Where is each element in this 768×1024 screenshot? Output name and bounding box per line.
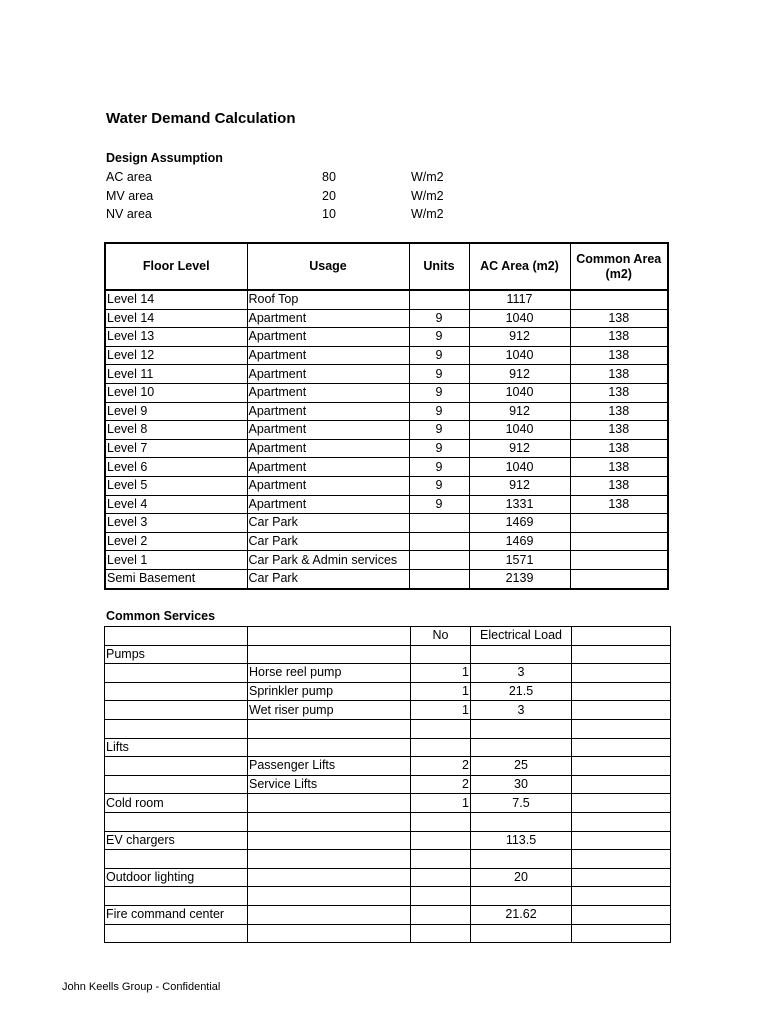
ac-area-cell: 912 bbox=[469, 476, 570, 495]
service-extra-cell bbox=[572, 812, 671, 831]
units-cell bbox=[409, 569, 469, 588]
service-extra-cell bbox=[572, 682, 671, 701]
service-item-cell bbox=[248, 645, 411, 664]
ac-area-cell: 1040 bbox=[469, 346, 570, 365]
floor-level-cell: Level 3 bbox=[105, 514, 247, 533]
service-category-cell bbox=[105, 924, 248, 943]
service-category-cell: EV chargers bbox=[105, 831, 248, 850]
table-row bbox=[105, 495, 668, 514]
ac-area-cell: 2139 bbox=[469, 569, 570, 588]
common-area-cell: 138 bbox=[570, 495, 668, 514]
service-extra-cell bbox=[572, 627, 671, 646]
service-item-cell: Sprinkler pump bbox=[248, 682, 411, 701]
usage-cell: Apartment bbox=[247, 421, 409, 440]
usage-cell: Apartment bbox=[247, 365, 409, 384]
table-row bbox=[105, 290, 668, 309]
units-cell bbox=[409, 551, 469, 570]
service-category-cell bbox=[105, 664, 248, 683]
units-cell: 9 bbox=[409, 458, 469, 477]
table-row bbox=[105, 365, 668, 384]
units-cell bbox=[409, 532, 469, 551]
common-services-table bbox=[104, 626, 671, 943]
table-row bbox=[105, 346, 668, 365]
service-category-cell: Pumps bbox=[105, 645, 248, 664]
service-extra-cell bbox=[572, 775, 671, 794]
ac-area-cell: 1040 bbox=[469, 421, 570, 440]
electrical-load-cell bbox=[471, 924, 572, 943]
table-row bbox=[105, 887, 671, 906]
service-category-cell: Fire command center bbox=[105, 905, 248, 924]
common-services-heading: Common Services bbox=[106, 609, 216, 623]
electrical-load-cell: Electrical Load bbox=[471, 627, 572, 646]
service-item-cell bbox=[248, 627, 411, 646]
floor-level-cell: Level 8 bbox=[105, 421, 247, 440]
floor-level-cell: Level 6 bbox=[105, 458, 247, 477]
service-extra-cell bbox=[572, 738, 671, 757]
electrical-load-cell: 3 bbox=[471, 664, 572, 683]
table-row bbox=[105, 719, 671, 738]
usage-cell: Apartment bbox=[247, 346, 409, 365]
service-extra-cell bbox=[572, 757, 671, 776]
service-count-cell: 2 bbox=[411, 775, 471, 794]
common-area-cell bbox=[570, 569, 668, 588]
floor-level-cell: Level 13 bbox=[105, 328, 247, 347]
usage-cell: Apartment bbox=[247, 402, 409, 421]
assumption-unit: W/m2 bbox=[411, 170, 444, 184]
ac-area-cell: 912 bbox=[469, 402, 570, 421]
footer-confidential: John Keells Group - Confidential bbox=[62, 981, 221, 993]
service-count-cell: 2 bbox=[411, 757, 471, 776]
common-area-cell: 138 bbox=[570, 365, 668, 384]
service-item-cell bbox=[248, 738, 411, 757]
table-row bbox=[105, 402, 668, 421]
units-cell: 9 bbox=[409, 328, 469, 347]
table-row bbox=[105, 645, 671, 664]
floor-level-cell: Level 5 bbox=[105, 476, 247, 495]
service-category-cell bbox=[105, 682, 248, 701]
table-row bbox=[105, 664, 671, 683]
electrical-load-cell bbox=[471, 645, 572, 664]
ac-area-cell: 912 bbox=[469, 439, 570, 458]
floor-level-cell: Level 9 bbox=[105, 402, 247, 421]
floor-level-cell: Level 1 bbox=[105, 551, 247, 570]
header-common-area: Common Area (m2) bbox=[570, 243, 668, 290]
units-cell: 9 bbox=[409, 495, 469, 514]
assumption-value: 10 bbox=[322, 207, 336, 221]
usage-cell: Car Park bbox=[247, 532, 409, 551]
service-count-cell bbox=[411, 831, 471, 850]
floor-level-cell: Level 4 bbox=[105, 495, 247, 514]
common-area-cell: 138 bbox=[570, 421, 668, 440]
table-row bbox=[105, 757, 671, 776]
units-cell: 9 bbox=[409, 365, 469, 384]
table-row bbox=[105, 532, 668, 551]
floor-table bbox=[104, 242, 669, 590]
service-extra-cell bbox=[572, 701, 671, 720]
table-row bbox=[105, 458, 668, 477]
service-category-cell bbox=[105, 701, 248, 720]
service-count-cell: 1 bbox=[411, 701, 471, 720]
service-item-cell bbox=[248, 812, 411, 831]
design-assumption-heading: Design Assumption bbox=[106, 151, 223, 165]
service-category-cell: Cold room bbox=[105, 794, 248, 813]
units-cell: 9 bbox=[409, 309, 469, 328]
table-row bbox=[105, 439, 668, 458]
common-area-cell bbox=[570, 532, 668, 551]
service-item-cell bbox=[248, 719, 411, 738]
service-count-cell: No bbox=[411, 627, 471, 646]
assumption-unit: W/m2 bbox=[411, 189, 444, 203]
service-item-cell bbox=[248, 794, 411, 813]
service-count-cell bbox=[411, 719, 471, 738]
usage-cell: Apartment bbox=[247, 495, 409, 514]
table-row bbox=[105, 309, 668, 328]
usage-cell: Apartment bbox=[247, 439, 409, 458]
table-row bbox=[105, 551, 668, 570]
electrical-load-cell: 21.62 bbox=[471, 905, 572, 924]
common-area-cell: 138 bbox=[570, 383, 668, 402]
table-row bbox=[105, 850, 671, 869]
table-row bbox=[105, 812, 671, 831]
service-extra-cell bbox=[572, 868, 671, 887]
service-item-cell: Wet riser pump bbox=[248, 701, 411, 720]
table-row bbox=[105, 701, 671, 720]
service-item-cell: Passenger Lifts bbox=[248, 757, 411, 776]
electrical-load-cell bbox=[471, 738, 572, 757]
header-floor-level: Floor Level bbox=[105, 243, 247, 290]
units-cell: 9 bbox=[409, 383, 469, 402]
table-row bbox=[105, 476, 668, 495]
electrical-load-cell bbox=[471, 719, 572, 738]
service-category-cell bbox=[105, 775, 248, 794]
table-row bbox=[105, 794, 671, 813]
floor-level-cell: Level 14 bbox=[105, 290, 247, 309]
table-row bbox=[105, 328, 668, 347]
service-count-cell bbox=[411, 645, 471, 664]
service-count-cell bbox=[411, 905, 471, 924]
service-extra-cell bbox=[572, 645, 671, 664]
common-area-cell: 138 bbox=[570, 309, 668, 328]
electrical-load-cell bbox=[471, 850, 572, 869]
assumption-unit: W/m2 bbox=[411, 207, 444, 221]
common-area-cell bbox=[570, 290, 668, 309]
service-extra-cell bbox=[572, 831, 671, 850]
header-usage: Usage bbox=[247, 243, 409, 290]
common-area-cell: 138 bbox=[570, 346, 668, 365]
service-extra-cell bbox=[572, 850, 671, 869]
units-cell: 9 bbox=[409, 402, 469, 421]
service-extra-cell bbox=[572, 664, 671, 683]
service-item-cell bbox=[248, 850, 411, 869]
service-item-cell bbox=[248, 905, 411, 924]
floor-level-cell: Level 10 bbox=[105, 383, 247, 402]
table-row bbox=[105, 775, 671, 794]
usage-cell: Car Park bbox=[247, 569, 409, 588]
floor-level-cell: Semi Basement bbox=[105, 569, 247, 588]
floor-level-cell: Level 12 bbox=[105, 346, 247, 365]
common-area-cell: 138 bbox=[570, 458, 668, 477]
service-count-cell bbox=[411, 738, 471, 757]
common-area-cell bbox=[570, 551, 668, 570]
assumption-label: NV area bbox=[106, 207, 152, 221]
usage-cell: Car Park & Admin services bbox=[247, 551, 409, 570]
floor-level-cell: Level 11 bbox=[105, 365, 247, 384]
service-item-cell bbox=[248, 924, 411, 943]
electrical-load-cell bbox=[471, 887, 572, 906]
ac-area-cell: 1040 bbox=[469, 458, 570, 477]
service-count-cell bbox=[411, 850, 471, 869]
ac-area-cell: 1331 bbox=[469, 495, 570, 514]
usage-cell: Car Park bbox=[247, 514, 409, 533]
units-cell bbox=[409, 290, 469, 309]
table-row bbox=[105, 924, 671, 943]
service-category-cell bbox=[105, 757, 248, 776]
usage-cell: Apartment bbox=[247, 476, 409, 495]
header-units: Units bbox=[409, 243, 469, 290]
units-cell: 9 bbox=[409, 421, 469, 440]
electrical-load-cell: 20 bbox=[471, 868, 572, 887]
floor-level-cell: Level 14 bbox=[105, 309, 247, 328]
service-extra-cell bbox=[572, 924, 671, 943]
service-item-cell bbox=[248, 868, 411, 887]
service-category-cell bbox=[105, 887, 248, 906]
electrical-load-cell: 21.5 bbox=[471, 682, 572, 701]
electrical-load-cell bbox=[471, 812, 572, 831]
usage-cell: Apartment bbox=[247, 309, 409, 328]
table-row bbox=[105, 831, 671, 850]
service-category-cell bbox=[105, 627, 248, 646]
common-area-cell: 138 bbox=[570, 439, 668, 458]
common-area-cell bbox=[570, 514, 668, 533]
table-row bbox=[105, 627, 671, 646]
electrical-load-cell: 30 bbox=[471, 775, 572, 794]
service-count-cell bbox=[411, 924, 471, 943]
service-category-cell bbox=[105, 850, 248, 869]
service-item-cell bbox=[248, 831, 411, 850]
floor-level-cell: Level 2 bbox=[105, 532, 247, 551]
ac-area-cell: 1571 bbox=[469, 551, 570, 570]
service-count-cell: 1 bbox=[411, 664, 471, 683]
table-row bbox=[105, 421, 668, 440]
service-item-cell: Horse reel pump bbox=[248, 664, 411, 683]
ac-area-cell: 1469 bbox=[469, 532, 570, 551]
electrical-load-cell: 25 bbox=[471, 757, 572, 776]
ac-area-cell: 1469 bbox=[469, 514, 570, 533]
table-row bbox=[105, 738, 671, 757]
usage-cell: Apartment bbox=[247, 458, 409, 477]
usage-cell: Apartment bbox=[247, 328, 409, 347]
service-count-cell bbox=[411, 868, 471, 887]
units-cell bbox=[409, 514, 469, 533]
assumption-label: AC area bbox=[106, 170, 152, 184]
electrical-load-cell: 3 bbox=[471, 701, 572, 720]
table-row bbox=[105, 868, 671, 887]
ac-area-cell: 912 bbox=[469, 328, 570, 347]
usage-cell: Roof Top bbox=[247, 290, 409, 309]
units-cell: 9 bbox=[409, 439, 469, 458]
service-category-cell bbox=[105, 719, 248, 738]
service-category-cell bbox=[105, 812, 248, 831]
common-area-cell: 138 bbox=[570, 476, 668, 495]
floor-table-header bbox=[105, 243, 668, 290]
service-category-cell: Lifts bbox=[105, 738, 248, 757]
ac-area-cell: 912 bbox=[469, 365, 570, 384]
table-row bbox=[105, 514, 668, 533]
page-title: Water Demand Calculation bbox=[106, 110, 296, 127]
usage-cell: Apartment bbox=[247, 383, 409, 402]
ac-area-cell: 1040 bbox=[469, 309, 570, 328]
table-row bbox=[105, 383, 668, 402]
units-cell: 9 bbox=[409, 346, 469, 365]
service-count-cell bbox=[411, 887, 471, 906]
service-extra-cell bbox=[572, 719, 671, 738]
service-count-cell bbox=[411, 812, 471, 831]
assumption-label: MV area bbox=[106, 189, 154, 203]
electrical-load-cell: 113.5 bbox=[471, 831, 572, 850]
electrical-load-cell: 7.5 bbox=[471, 794, 572, 813]
table-row bbox=[105, 905, 671, 924]
service-item-cell bbox=[248, 887, 411, 906]
ac-area-cell: 1117 bbox=[469, 290, 570, 309]
service-count-cell: 1 bbox=[411, 794, 471, 813]
units-cell: 9 bbox=[409, 476, 469, 495]
assumption-value: 20 bbox=[322, 189, 336, 203]
service-count-cell: 1 bbox=[411, 682, 471, 701]
common-area-cell: 138 bbox=[570, 328, 668, 347]
floor-level-cell: Level 7 bbox=[105, 439, 247, 458]
service-extra-cell bbox=[572, 887, 671, 906]
table-row bbox=[105, 682, 671, 701]
service-category-cell: Outdoor lighting bbox=[105, 868, 248, 887]
service-extra-cell bbox=[572, 905, 671, 924]
service-extra-cell bbox=[572, 794, 671, 813]
common-area-cell: 138 bbox=[570, 402, 668, 421]
header-ac-area: AC Area (m2) bbox=[469, 243, 570, 290]
assumption-value: 80 bbox=[322, 170, 336, 184]
table-row bbox=[105, 569, 668, 588]
service-item-cell: Service Lifts bbox=[248, 775, 411, 794]
ac-area-cell: 1040 bbox=[469, 383, 570, 402]
